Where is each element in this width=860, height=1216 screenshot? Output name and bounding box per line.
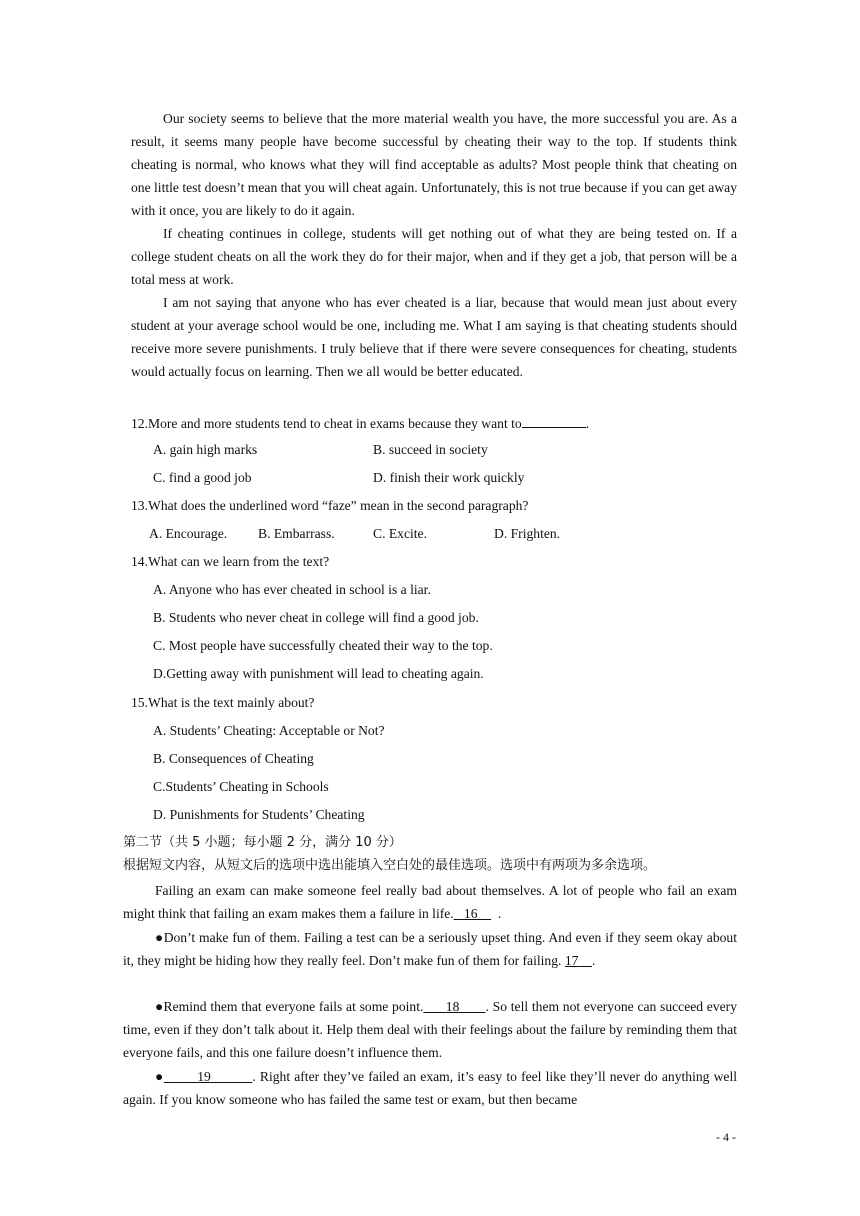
page-number: - 4 - [716, 1130, 736, 1144]
blank-17 [565, 953, 592, 968]
blank-16 [454, 906, 491, 921]
passage2-paragraph-4 [123, 1065, 737, 1111]
blank-17-number: 17 [564, 953, 579, 968]
q13-option-d: D. Frighten. [494, 526, 561, 541]
blank-19-number: 19 [197, 1069, 211, 1084]
question-12-period: . [585, 416, 590, 431]
blank-18 [423, 999, 485, 1014]
q15-option-c: C.Students’ Cheating in Schools [153, 779, 329, 794]
q12-option-c: C. find a good job [153, 470, 252, 485]
answer-blank [522, 413, 586, 428]
passage2-p4-text: . Right after they’ve failed an exam, it’s easy to feel like they’ll never do anything well again. If you know someone who has failed the same test or exam, but then became [123, 1069, 738, 1107]
question-12-text: 12.More and more students tend to cheat in exams because they want to [131, 416, 522, 431]
question-15-stem: 15.What is the text mainly about? [131, 695, 315, 710]
passage2-paragraph-2 [123, 926, 737, 972]
q12-option-a: A. gain high marks [153, 442, 258, 457]
q13-option-c: C. Excite. [373, 526, 427, 541]
passage2-paragraph-1 [123, 879, 737, 925]
question-13-stem: 13.What does the underlined word “faze” mean in the second paragraph? [131, 498, 529, 513]
q15-option-d: D. Punishments for Students’ Cheating [153, 807, 365, 822]
passage2-p3-start: ●Remind them that everyone fails at some point. [155, 999, 424, 1014]
passage-paragraph-3: I am not saying that anyone who has ever cheated is a liar, because that would mean just about every student at your average school would be one, including me. What I am saying is that cheating students should receive more severe punishments. I truly believe that if there were severe consequences for cheating, students would actually focus on learning. Then we all would be better educated. [131, 295, 737, 379]
q13-option-b: B. Embarrass. [258, 526, 335, 541]
passage2-p4-bullet: ● [155, 1069, 164, 1084]
q12-option-b: B. succeed in society [373, 442, 488, 457]
question-14-stem: 14.What can we learn from the text? [131, 554, 330, 569]
q14-option-a: A. Anyone who has ever cheated in school is a liar. [153, 582, 431, 597]
passage2-p1-text: Failing an exam can make someone feel really bad about themselves. A lot of people who fail an exam might think that failing an exam makes them a failure in life. [123, 883, 737, 921]
q15-option-b: B. Consequences of Cheating [153, 751, 314, 766]
q14-option-c: C. Most people have successfully cheated their way to the top. [153, 638, 493, 653]
blank-16-number: 16 [463, 906, 478, 921]
question-12-stem [131, 413, 589, 433]
q14-option-b: B. Students who never cheat in college will find a good job. [153, 610, 479, 625]
passage2-p2-end: . [592, 953, 596, 968]
blank-19 [164, 1069, 252, 1084]
blank-18-number: 18 [445, 999, 460, 1014]
section-2-instruction: 根据短文内容，从短文后的选项中选出能填入空白处的最佳选项。选项中有两项为多余选项。 [123, 858, 657, 873]
section-2-heading: 第二节（共 5 小题；每小题 2 分，满分 10 分） [123, 835, 402, 850]
q12-option-d: D. finish their work quickly [373, 470, 525, 485]
passage2-p2-text: ●Don’t make fun of them. Failing a test can be a seriously upset thing. And even if they seem okay about it, they might be hiding how they really feel. Don’t make fun of them for failing. [123, 930, 737, 968]
q13-option-a: A. Encourage. [149, 526, 228, 541]
q14-option-d: D.Getting away with punishment will lead to cheating again. [153, 666, 484, 681]
passage-paragraph-1: Our society seems to believe that the more material wealth you have, the more successful you are. As a result, it seems many people have become successful by cheating their way to the top. If students think cheating is normal, who knows what they will find acceptable as adults? Most people think that cheating on one little test doesn’t mean that you will cheat again. Unfortunately, this is not true because if you can get away with it once, you are likely to do it again. [131, 111, 737, 218]
passage2-paragraph-3 [123, 995, 737, 1064]
passage2-p3-text: . So tell them not everyone can succeed every time, even if they don’t talk about it. Help them deal with their feelings about the failure by reminding them that everyone fails, and this one failure doesn’t influence them. [123, 999, 737, 1060]
q15-option-a: A. Students’ Cheating: Acceptable or Not? [153, 723, 385, 738]
passage-paragraph-2: If cheating continues in college, students will get nothing out of what they are being tested on. If a college student cheats on all the work they do for their major, when and if they get a job, that person will be a total mess at work. [131, 226, 737, 287]
passage2-p1-end: . [497, 906, 502, 921]
